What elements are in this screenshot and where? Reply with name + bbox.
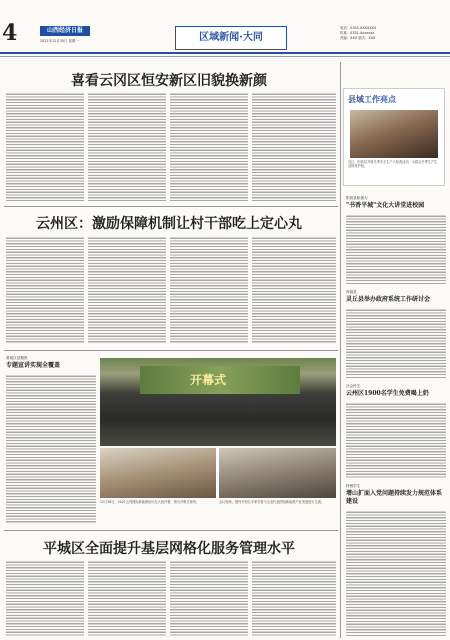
sidebar-item-title-2: 灵丘县举办政府系统工作研讨会: [346, 296, 431, 303]
sidebar-item-tag-1: 阳高县积极为: [346, 196, 368, 200]
headline-yunzhou: 云州区：激励保障机制让村干部吃上定心丸: [36, 216, 302, 232]
photo-caption-a: 12月28日，2021云冈国际新能源论坛在大同开幕，图为开幕式现场。: [100, 500, 200, 504]
meeting-photo-b: [219, 448, 336, 498]
sidebar-item-tag-3: 社会民生: [346, 384, 361, 388]
headline-hengan: 喜看云冈区恒安新区旧貌换新颜: [71, 73, 267, 89]
sidebar-item-tag-2: 浑源县: [346, 290, 357, 294]
article-body-1b: [88, 92, 166, 202]
divider-2: [4, 350, 338, 351]
sidebar-item-title-1: "书香平城"文化大讲堂进校园: [346, 202, 425, 209]
article-body-2a: [6, 236, 84, 344]
column-separator: [340, 62, 341, 638]
photo-caption-b: 会议现场，国内外知名专家学者与企业代表围绕新能源产业发展进行交流。: [219, 500, 325, 504]
editor-line-1: 电话：0352-XXXXXXX: [340, 26, 377, 30]
article-body-2b: [88, 236, 166, 344]
stage-banner-text: 开幕式: [190, 373, 227, 387]
left-sub-tag: 要闻区县聚焦: [6, 356, 28, 360]
editor-info: [340, 26, 430, 41]
meeting-photo-a: [100, 448, 216, 498]
left-sub-body: [6, 374, 96, 524]
sidebar-item-body-2: [346, 308, 446, 378]
divider-1: [4, 206, 338, 207]
article-body-3b: [88, 560, 166, 636]
sidebar-item-title-4: 增山扩面入党问题持续发力规范体系建设: [346, 490, 443, 505]
header-thin-rule: [0, 56, 450, 57]
header-rule: [0, 52, 450, 54]
editor-line-3: 责编：XXX 版式：XXX: [340, 36, 376, 40]
sidebar-photo: [350, 110, 438, 158]
sidebar-item-body-1: [346, 214, 446, 284]
sidebar-item-title-3: 云州区1900名学生免费喝上奶: [346, 390, 429, 397]
editor-line-2: 传真：0351-4xxxxxx: [340, 31, 375, 35]
sidebar-photo-caption: 近日，阳高县开展冬季安全生产大检查活动，为群众冬季生产生活保驾护航。: [348, 160, 438, 169]
page-number: 4: [2, 20, 18, 46]
section-title: 区域新闻·大同: [175, 26, 287, 50]
issue-date: 2021年12月30日 星期一: [40, 39, 79, 43]
article-body-1d: [252, 92, 336, 202]
left-sub-title: 专题宣讲实现全覆盖: [6, 362, 61, 369]
sidebar-item-tag-4: 特困学生: [346, 484, 361, 488]
sidebar-item-body-3: [346, 402, 446, 478]
newspaper-name: 山西经济日报: [40, 26, 90, 36]
divider-3: [4, 530, 338, 531]
article-body-3c: [170, 560, 248, 636]
sidebar-header: 县域工作亮点: [348, 95, 396, 104]
article-body-1a: [6, 92, 84, 202]
article-body-1c: [170, 92, 248, 202]
article-body-3d: [252, 560, 336, 636]
article-body-3a: [6, 560, 84, 636]
article-body-2c: [170, 236, 248, 344]
article-body-2d: [252, 236, 336, 344]
sidebar-item-body-4: [346, 510, 446, 636]
headline-pingcheng: 平城区全面提升基层网格化服务管理水平: [43, 541, 295, 557]
